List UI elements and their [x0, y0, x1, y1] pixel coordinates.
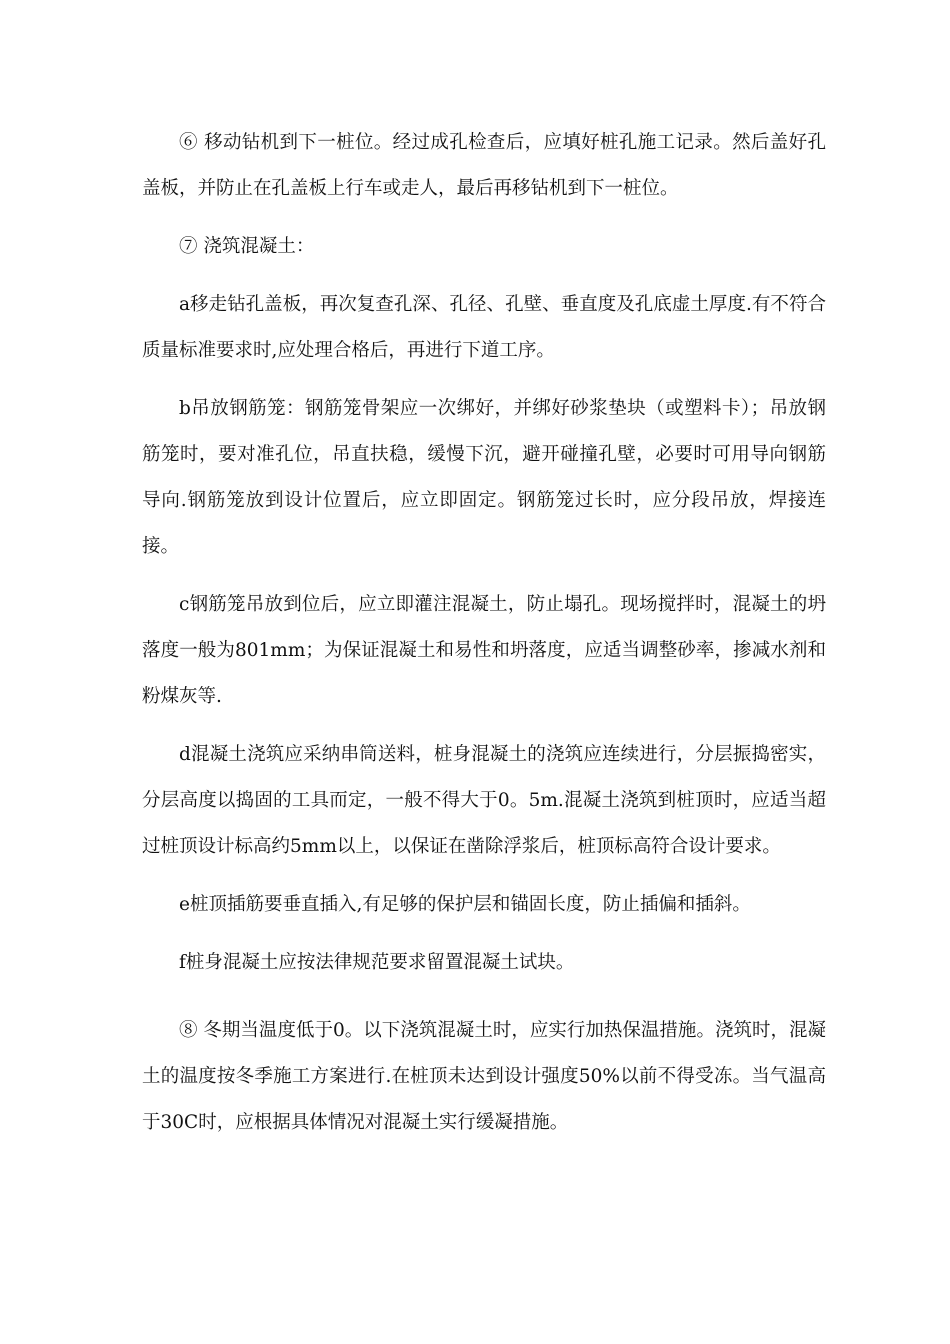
paragraph-item-c: c钢筋笼吊放到位后，应立即灌注混凝土，防止塌孔。现场搅拌时，混凝土的坍落度一般为801mm；为保证混凝土和易性和坍落度，应适当调整砂率，掺减水剂和粉煤灰等. — [142, 594, 826, 707]
paragraph-item-d: d混凝土浇筑应采纳串筒送料，桩身混凝土的浇筑应连续进行，分层振捣密实，分层高度以捣固的工具而定，一般不得大于0。5m.混凝土浇筑到桩顶时，应适当超过桩顶设计标高约5mm以上，以保证在凿除浮浆后，桩顶标高符合设计要求。 — [142, 744, 826, 857]
paragraph-item-f: f桩身混凝土应按法律规范要求留置混凝土试块。 — [179, 952, 575, 973]
document-page — [142, 120, 826, 1158]
paragraph-step-7-heading: ⑦ 浇筑混凝土： — [179, 236, 315, 257]
paragraph-step-8: ⑧ 冬期当温度低于0。以下浇筑混凝土时，应实行加热保温措施。浇筑时，混凝土的温度按冬季施工方案进行.在桩顶未达到设计强度50%以前不得受冻。当气温高于30C时，应根据具体情况对混凝土实行缓凝措施。 — [142, 1020, 826, 1133]
paragraph-step-6: ⑥ 移动钻机到下一桩位。经过成孔检查后，应填好桩孔施工记录。然后盖好孔盖板，并防止在孔盖板上行车或走人，最后再移钻机到下一桩位。 — [142, 132, 826, 199]
paragraph-item-b: b吊放钢筋笼：钢筋笼骨架应一次绑好，并绑好砂浆垫块（或塑料卡）；吊放钢筋笼时，要对准孔位，吊直扶稳，缓慢下沉，避开碰撞孔壁，必要时可用导向钢筋导向.钢筋笼放到设计位置后，应立即固定。钢筋笼过长时，应分段吊放，焊接连接。 — [142, 398, 826, 557]
paragraph-item-e: e桩顶插筋要垂直插入,有足够的保护层和锚固长度，防止插偏和插斜。 — [179, 894, 751, 915]
paragraph-item-a: a移走钻孔盖板，再次复查孔深、孔径、孔壁、垂直度及孔底虚土厚度.有不符合质量标准要求时,应处理合格后，再进行下道工序。 — [142, 294, 826, 361]
